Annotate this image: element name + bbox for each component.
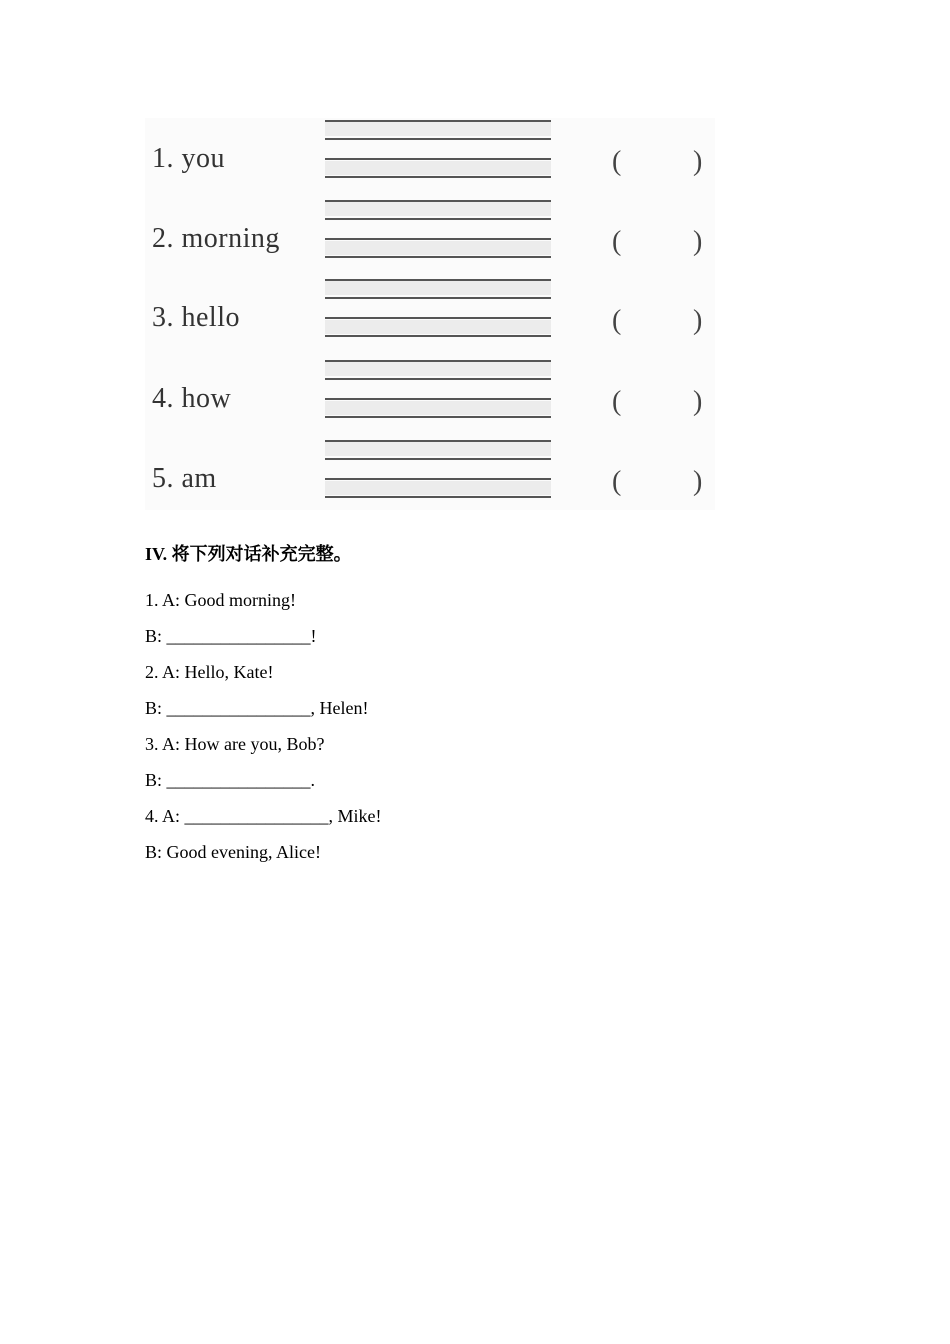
answer-paren-open: (	[612, 305, 622, 336]
exercise-row	[145, 198, 715, 278]
answer-paren-open: (	[612, 466, 622, 497]
exercise-word: 4. how	[152, 383, 232, 414]
dialogue-line: 1. A: Good morning!	[145, 590, 296, 610]
dialogue-line[interactable]: B: ________________.	[145, 770, 316, 790]
answer-paren-open: (	[612, 146, 622, 177]
answer-paren-close: )	[693, 226, 703, 257]
exercise-row	[145, 118, 715, 198]
exercise-row	[145, 358, 715, 438]
four-line-grid[interactable]	[325, 358, 551, 418]
answer-paren-open: (	[612, 226, 622, 257]
dialogue-line: 3. A: How are you, Bob?	[145, 734, 325, 754]
answer-paren-close: )	[693, 305, 703, 336]
exercise-row	[145, 277, 715, 357]
answer-paren-open: (	[612, 386, 622, 417]
writing-exercise	[145, 118, 715, 510]
four-line-grid[interactable]	[325, 118, 551, 178]
section-title: IV. 将下列对话补充完整。	[145, 544, 352, 564]
exercise-word: 5. am	[152, 463, 217, 494]
exercise-word: 3. hello	[152, 302, 240, 333]
four-line-grid[interactable]	[325, 198, 551, 258]
dialogue-line[interactable]: B: ________________, Helen!	[145, 698, 369, 718]
dialogue-line[interactable]: B: ________________!	[145, 626, 317, 646]
exercise-row	[145, 438, 715, 518]
exercise-word: 1. you	[152, 143, 225, 174]
answer-paren-close: )	[693, 386, 703, 417]
dialogue-line: 2. A: Hello, Kate!	[145, 662, 274, 682]
exercise-word: 2. morning	[152, 223, 280, 254]
four-line-grid[interactable]	[325, 438, 551, 498]
dialogue-line[interactable]: 4. A: ________________, Mike!	[145, 806, 382, 826]
dialogue-line: B: Good evening, Alice!	[145, 842, 321, 862]
answer-paren-close: )	[693, 466, 703, 497]
four-line-grid[interactable]	[325, 277, 551, 337]
answer-paren-close: )	[693, 146, 703, 177]
